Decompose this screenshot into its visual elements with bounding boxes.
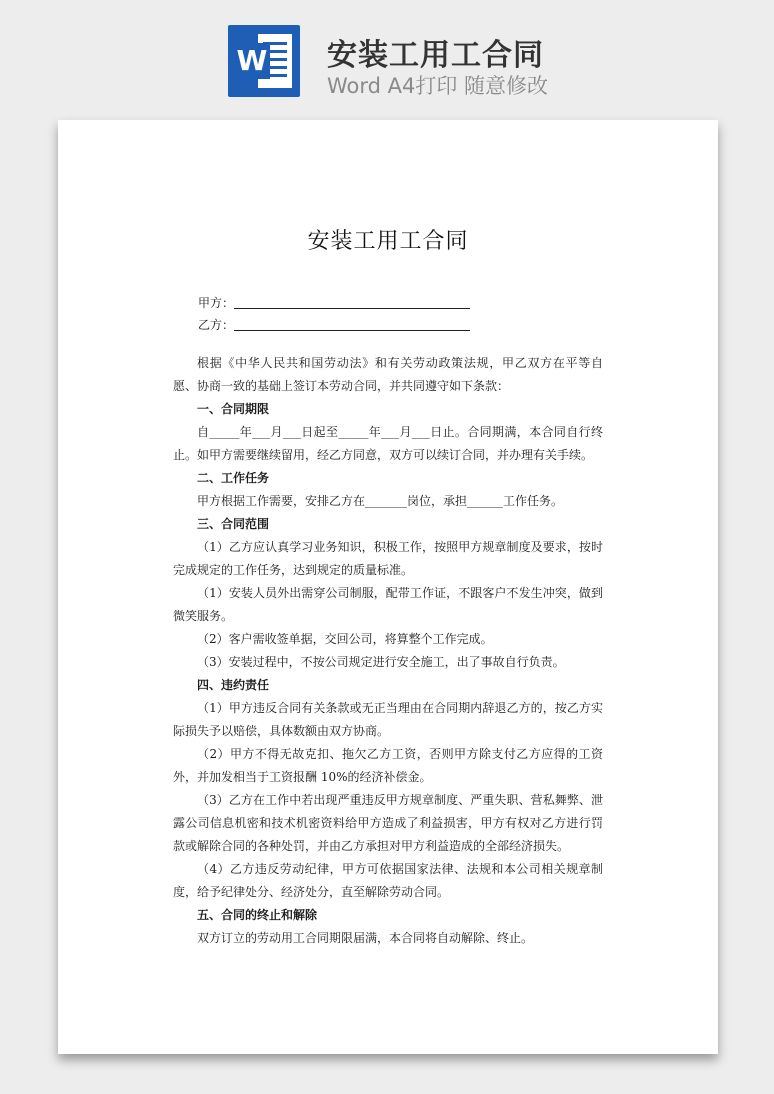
- paragraph: 自_____年___月___日起至_____年___月___日止。合同期满，本合同自行终止。如甲方需要继续留用，经乙方同意，双方可以续订合同，并办理有关手续。: [173, 425, 603, 462]
- section-heading: 一、合同期限: [197, 402, 270, 416]
- paragraph: （3）乙方在工作中若出现严重违反甲方规章制度、严重失职、营私舞弊、泄露公司信息机密和技术机密资料给甲方造成了利益损害，甲方有权对乙方进行罚款或解除合同的各种处罚，并由乙方承担对甲方利益造成的全部经济损失。: [173, 793, 603, 853]
- banner-subtitle: Word A4打印 随意修改: [327, 74, 549, 98]
- section-heading: 五、合同的终止和解除: [197, 908, 318, 922]
- paragraph: 双方订立的劳动用工合同期限届满，本合同将自动解除、终止。: [197, 931, 534, 945]
- section-heading: 四、违约责任: [197, 678, 270, 692]
- section-heading: 二、工作任务: [197, 471, 270, 485]
- banner-title: 安装工用工合同: [327, 38, 544, 73]
- document-title: 安装工用工合同: [307, 229, 469, 254]
- party-a-blank: [234, 295, 470, 309]
- paragraph: （3）安装过程中，不按公司规定进行安全施工，出了事故自行负责。: [197, 655, 565, 669]
- paragraph: （2）甲方不得无故克扣、拖欠乙方工资，否则甲方除支付乙方应得的工资外，并加发相当于工资报酬 10%的经济补偿金。: [173, 747, 603, 784]
- paragraph: 甲方根据工作需要，安排乙方在_______岗位，承担______工作任务。: [197, 494, 564, 508]
- paragraph: （1）乙方应认真学习业务知识，积极工作，按照甲方规章制度及要求，按时完成规定的工作任务，达到规定的质量标准。: [173, 540, 603, 577]
- banner: [0, 0, 774, 110]
- party-a-label: 甲方：: [198, 296, 235, 310]
- word-icon: [228, 25, 300, 97]
- paragraph: （1）安装人员外出需穿公司制服，配带工作证，不跟客户不发生冲突，做到微笑服务。: [173, 586, 603, 623]
- intro-paragraph: 根据《中华人民共和国劳动法》和有关劳动政策法规，甲乙双方在平等自愿、协商一致的基础上签订本劳动合同，并共同遵守如下条款：: [173, 356, 603, 393]
- party-a-line: [198, 294, 470, 311]
- party-b-blank: [234, 317, 470, 331]
- word-icon-letter: W: [234, 43, 270, 79]
- party-b-line: [198, 316, 470, 333]
- document-body: [173, 352, 603, 950]
- paragraph: （2）客户需收签单据，交回公司，将算整个工作完成。: [197, 632, 493, 646]
- document-page: [58, 120, 718, 1054]
- section-heading: 三、合同范围: [197, 517, 270, 531]
- paragraph: （1）甲方违反合同有关条款或无正当理由在合同期内辞退乙方的，按乙方实际损失予以赔偿，具体数额由双方协商。: [173, 701, 603, 738]
- paragraph: （4）乙方违反劳动纪律，甲方可依据国家法律、法规和本公司相关规章制度，给予纪律处分、经济处分，直至解除劳动合同。: [173, 862, 603, 899]
- party-b-label: 乙方：: [198, 318, 235, 332]
